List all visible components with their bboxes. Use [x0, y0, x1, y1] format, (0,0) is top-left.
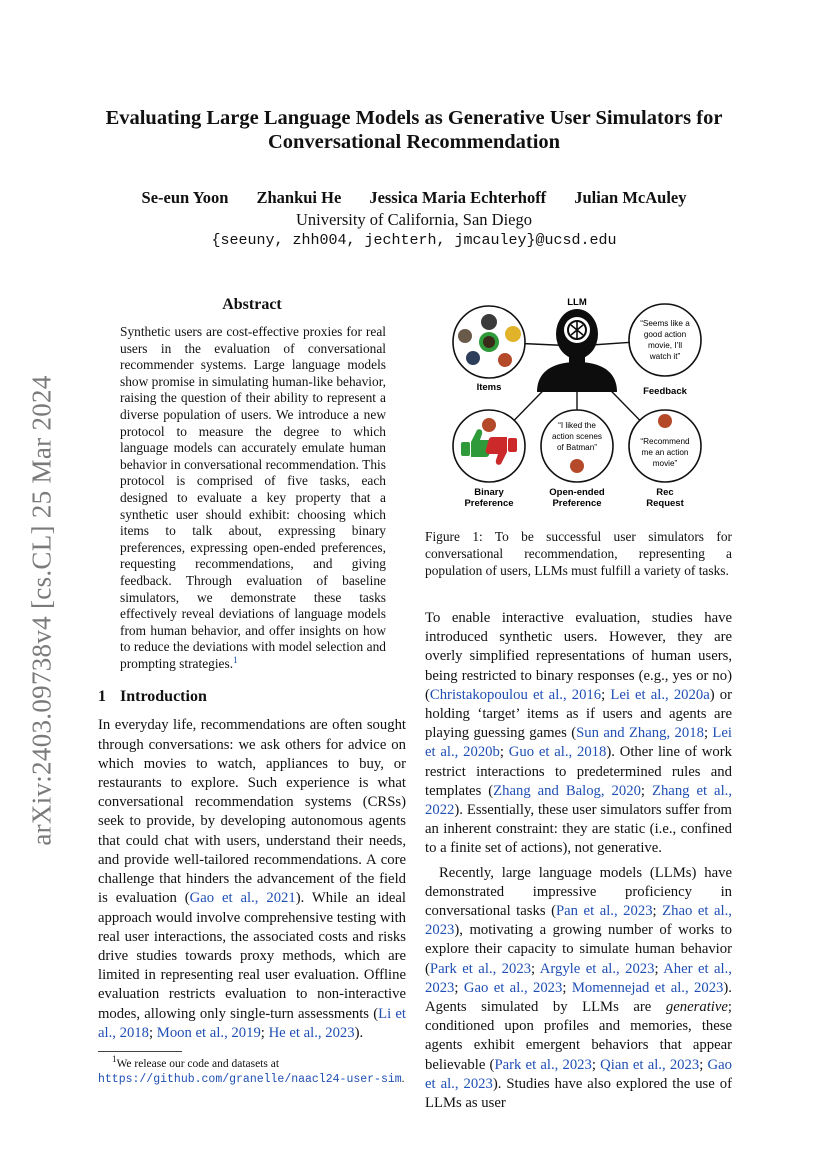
citation-link[interactable]: Momennejad et al., 2023: [571, 979, 724, 996]
citation-link[interactable]: Christakopoulou et al., 2016: [429, 686, 602, 703]
affiliation: University of California, San Diego: [296, 210, 532, 229]
text-span: ;: [260, 1024, 269, 1041]
right-paragraph-1: [425, 609, 732, 859]
text-span: ). While an ideal approach would involve comprehensive testing with real user interactions, the associated costs and risks drive studies towards proxy methods, which are limited in representing real user evaluation. Offline evaluation restricts evaluation to non-interactive modes, allowing only single-turn assessments (: [98, 890, 407, 1022]
emphasis-text: generative: [665, 999, 728, 1016]
footnote-text: We release our code and datasets at: [116, 1057, 280, 1070]
citation-link[interactable]: Argyle et al., 2023: [539, 960, 655, 977]
label-line: Open-ended: [549, 487, 605, 498]
section-number: 1: [98, 688, 106, 706]
text-span: .: [401, 1072, 405, 1085]
figure-1: [425, 296, 732, 516]
text-span: ). Other line of work restrict interactions to predetermined rules and templates (: [425, 744, 732, 799]
arxiv-id-text: arXiv:2403.09738v4 [cs.CL] 25 Mar 2024: [26, 374, 57, 846]
figure-1-caption: Figure 1: To be successful user simulators for conversational recommendation, representing a population of users, LLMs must fulfill a variety of tasks.: [425, 529, 732, 578]
quote-line: “Seems like a: [640, 319, 690, 328]
code-repository-link[interactable]: https://github.com/granelle/naacl24-user-sim: [98, 1072, 402, 1086]
author-2: Zhankui He: [256, 188, 342, 207]
abstract-body: [120, 324, 386, 672]
footnote-divider: [98, 1051, 182, 1052]
left-column: [98, 296, 406, 1087]
text-span: ; conditioned upon profiles and memories, these agents exhibit emergent behaviors that appear believable (: [425, 999, 732, 1073]
label-line: Binary: [474, 487, 504, 498]
citation-link[interactable]: Gao et al., 2023: [463, 979, 563, 996]
footnote: [98, 1053, 406, 1087]
text-span: ;: [499, 744, 509, 761]
citation-link[interactable]: Qian et al., 2023: [600, 1056, 700, 1073]
citation-link[interactable]: Aher et al., 2023: [425, 960, 732, 996]
quote-line: me an action: [641, 448, 689, 457]
text-span: ;: [699, 1056, 708, 1073]
item-thumbnail-icon: [482, 418, 496, 432]
citation-link[interactable]: Zhang and Balog, 2020: [493, 782, 641, 799]
label-line: Rec: [656, 487, 674, 498]
items-label: Items: [476, 382, 502, 393]
paper-header: [100, 106, 728, 249]
citation-link[interactable]: Lei et al., 2020a: [610, 686, 710, 703]
text-span: ;: [640, 782, 652, 799]
footnote-number: 1: [112, 1053, 117, 1064]
text-span: In everyday life, recommendations are often sought through conversations: we ask others for advice on which movies to watch, appliances to buy, or restaurants to explore. Such experience is what conversational recommendation systems (CRSs) seek to provide, by developing autonomous agents that could chat with users, understand their needs, and provide well-tailored recommendations. A core challenge that hinders the advancement of the field is evaluation (: [98, 717, 406, 907]
text-span: ). Agents simulated by LLMs are: [425, 979, 732, 1016]
citation-link[interactable]: Pan et al., 2023: [555, 903, 653, 920]
open-ended-quote: [552, 421, 602, 452]
binary-preference-label: [464, 487, 513, 509]
quote-line: “Recommend: [640, 437, 690, 446]
footnote-marker[interactable]: 1: [233, 654, 238, 665]
citation-link[interactable]: Zhang et al., 2022: [425, 782, 732, 819]
rec-request-label: [646, 487, 684, 509]
text-span: ) or holding ‘target’ items as if users and agents are playing guessing games (: [425, 686, 732, 742]
figure-1-illustration: [425, 296, 732, 516]
item-thumbnail-icon: [658, 414, 672, 428]
text-span: ;: [654, 960, 664, 977]
section-title: Introduction: [120, 688, 207, 706]
author-4: Julian McAuley: [574, 188, 687, 207]
citation-link[interactable]: Li et al., 2018: [98, 1005, 406, 1041]
right-paragraph-2: [425, 864, 732, 1114]
text-span: To enable interactive evaluation, studies have introduced synthetic users. However, they are overly simplified representations of human users, being restricted to binary responses (e.g., yes or no) (: [425, 610, 732, 703]
text-span: Recently, large language models (LLMs) have demonstrated impressive proficiency in conversational tasks (: [425, 864, 732, 920]
citation-link[interactable]: Gao et al., 2023: [425, 1056, 732, 1092]
right-column: [425, 296, 732, 1113]
text-span: ;: [601, 686, 611, 703]
quote-line: movie”: [652, 459, 678, 468]
quote-line: “I liked the: [558, 421, 596, 430]
author-3: Jessica Maria Echterhoff: [369, 188, 547, 207]
llm-label: LLM: [567, 297, 587, 308]
citation-link[interactable]: Lei et al., 2020b: [425, 725, 732, 761]
intro-paragraph-1: [98, 716, 406, 1042]
feedback-circle: [629, 304, 701, 376]
citation-link[interactable]: Sun and Zhang, 2018: [576, 725, 704, 742]
text-span: ).: [354, 1024, 364, 1041]
quote-line: action scenes: [551, 432, 603, 441]
label-line: Request: [646, 498, 684, 509]
citation-link[interactable]: Gao et al., 2021: [189, 890, 296, 907]
author-1: Se-eun Yoon: [141, 188, 229, 207]
abstract-heading: Abstract: [222, 296, 282, 313]
abstract-text: Synthetic users are cost-effective proxies for real users in the evaluation of conversational recommender systems. Large language models show promise in simulating human-like behavior, raising the question of their ability to represent a diverse population of users. We introduce a new protocol to measure the degree to which language models can accurately emulate human behavior in conversational recommendation. This protocol is comprised of five tasks, each designed to evaluate a key property that a synthetic user should exhibit: choosing which items to talk about, expressing binary preferences, expressing open-ended preferences, requesting recommendations, and giving feedback. Through evaluation of baseline simulators, we demonstrate these tasks effectively reveal deviations of language models from human behavior, and offer insights on how to reduce the deviations with model selection and prompting strategies.: [120, 324, 386, 671]
feedback-label: Feedback: [643, 386, 687, 397]
quote-line: of Batman”: [556, 443, 598, 452]
text-span: ;: [531, 960, 540, 977]
text-span: ;: [454, 979, 464, 996]
paper-title: [100, 106, 728, 154]
citation-link[interactable]: He et al., 2023: [268, 1024, 355, 1041]
quote-line: movie, I’ll: [647, 341, 683, 350]
text-span: ;: [149, 1024, 157, 1041]
item-thumbnail-icon: [570, 459, 584, 473]
label-line: Preference: [464, 498, 514, 509]
title-line-1: Evaluating Large Language Models as Generative User Simulators for: [105, 107, 723, 129]
citation-link[interactable]: Moon et al., 2019: [156, 1024, 261, 1041]
citation-link[interactable]: Guo et al., 2018: [508, 744, 607, 761]
quote-line: good action: [643, 330, 687, 339]
quote-line: watch it”: [649, 352, 681, 361]
text-span: ;: [703, 725, 713, 742]
text-span: ). Studies have also explored the use of LLMs as user: [425, 1075, 732, 1112]
author-emails: {seeuny, zhh004, jechterh, jmcauley}@ucsd.edu: [211, 232, 617, 249]
text-span: ), motivating a growing number of works to explore their capacity to simulate human behavior (: [425, 922, 732, 977]
text-span: ;: [652, 903, 663, 920]
title-line-2: Conversational Recommendation: [267, 131, 561, 153]
text-span: ;: [562, 979, 572, 996]
citation-link[interactable]: Park et al., 2023: [494, 1056, 592, 1073]
citation-link[interactable]: Zhao et al., 2023: [425, 903, 732, 939]
label-line: Preference: [552, 498, 602, 509]
text-span: ). Essentially, these user simulators suffer from an inherent constraint: they are static (i.e., confined to a finite set of actions), not generative.: [425, 802, 732, 857]
citation-link[interactable]: Park et al., 2023: [429, 960, 532, 977]
llm-logo-icon: [564, 317, 590, 343]
open-ended-preference-label: [549, 487, 605, 509]
text-span: ;: [591, 1056, 601, 1073]
author-list: [100, 188, 728, 208]
section-heading-introduction: [98, 688, 406, 706]
arxiv-identifier: [20, 370, 64, 850]
